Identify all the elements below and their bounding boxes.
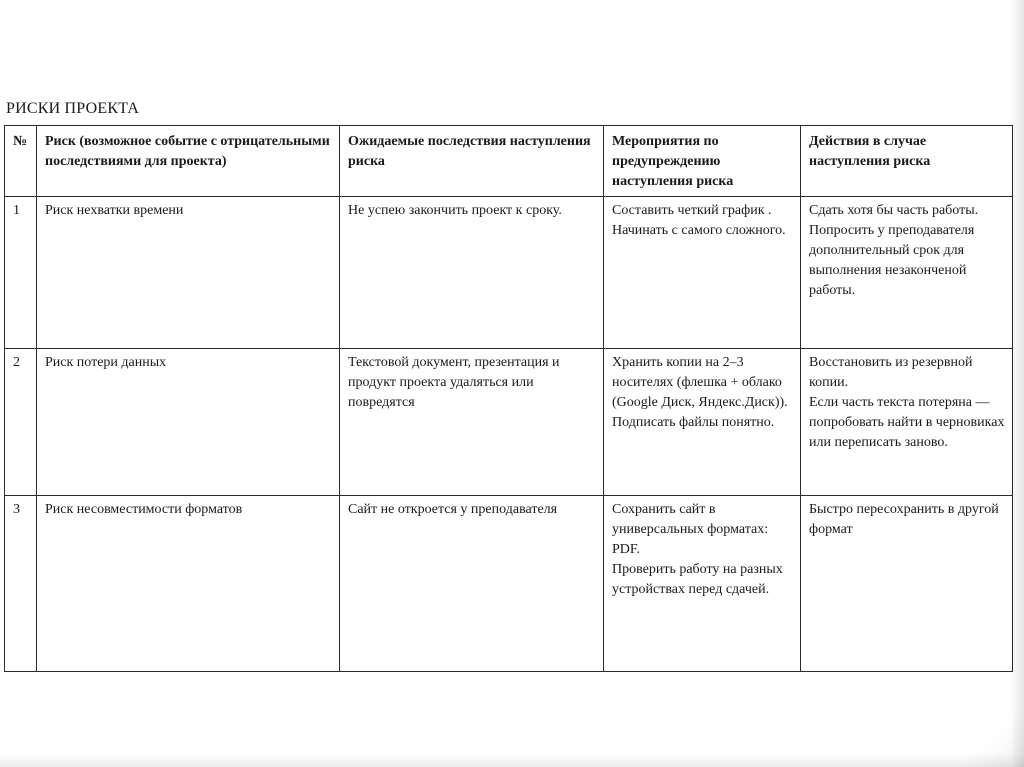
risk-table bbox=[4, 125, 1013, 672]
cell-prevention: Составить четкий график . Начинать с самого сложного. bbox=[604, 197, 801, 349]
frame-shadow-bottom bbox=[0, 753, 1024, 767]
header-number: № bbox=[5, 126, 37, 197]
table-row bbox=[5, 349, 1013, 496]
cell-prevention: Сохранить сайт в универсальных форматах: PDF. Проверить работу на разных устройствах перед сдачей. bbox=[604, 496, 801, 672]
header-actions: Действия в случае наступления риска bbox=[801, 126, 1013, 197]
table-row bbox=[5, 197, 1013, 349]
cell-number: 2 bbox=[5, 349, 37, 496]
cell-number: 1 bbox=[5, 197, 37, 349]
header-prevention: Мероприятия по предупреждению наступления риска bbox=[604, 126, 801, 197]
cell-risk: Риск несовместимости форматов bbox=[37, 496, 340, 672]
page-curl-corner bbox=[954, 697, 1024, 767]
cell-prevention: Хранить копии на 2–3 носителях (флешка + облако (Google Диск, Яндекс.Диск)). Подписать файлы понятно. bbox=[604, 349, 801, 496]
cell-number: 3 bbox=[5, 496, 37, 672]
cell-risk: Риск нехватки времени bbox=[37, 197, 340, 349]
cell-consequences: Текстовой документ, презентация и продукт проекта удаляться или повредятся bbox=[340, 349, 604, 496]
header-risk: Риск (возможное событие с отрицательными последствиями для проекта) bbox=[37, 126, 340, 197]
table-row bbox=[5, 496, 1013, 672]
cell-actions: Восстановить из резервной копии. Если часть текста потеряна — попробовать найти в черновиках или переписать заново. bbox=[801, 349, 1013, 496]
cell-actions: Быстро пересохранить в другой формат bbox=[801, 496, 1013, 672]
header-consequences: Ожидаемые последствия наступления риска bbox=[340, 126, 604, 197]
page-title: РИСКИ ПРОЕКТА bbox=[6, 100, 140, 117]
table-header-row bbox=[5, 126, 1013, 197]
cell-consequences: Не успею закончить проект к сроку. bbox=[340, 197, 604, 349]
cell-actions: Сдать хотя бы часть работы. Попросить у преподавателя дополнительный срок для выполнения незаконченой работы. bbox=[801, 197, 1013, 349]
cell-risk: Риск потери данных bbox=[37, 349, 340, 496]
cell-consequences: Сайт не откроется у преподавателя bbox=[340, 496, 604, 672]
